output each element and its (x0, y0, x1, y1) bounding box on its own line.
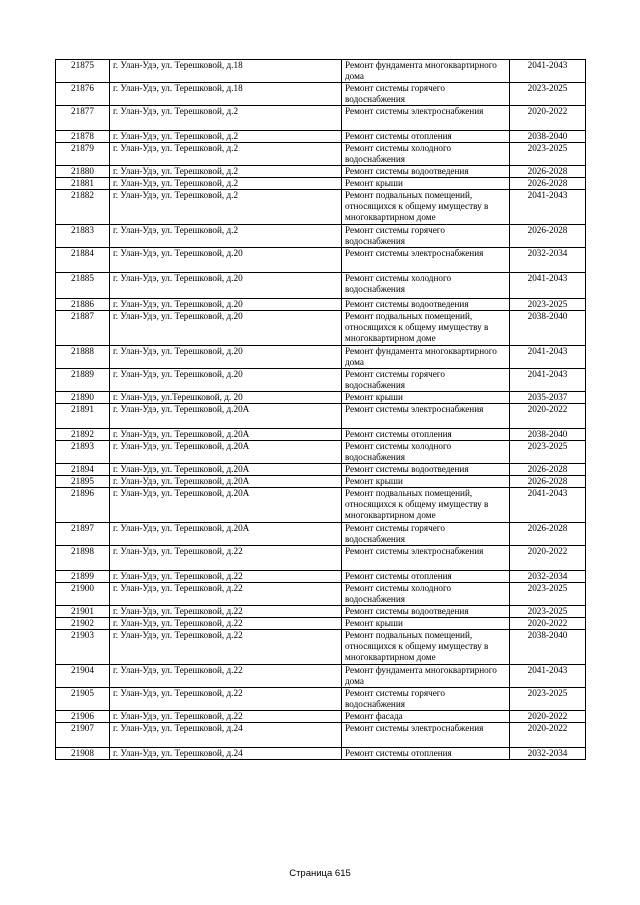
row-period: 2032-2034 (510, 571, 586, 583)
row-number: 21901 (56, 606, 110, 618)
row-work-type: Ремонт системы отопления (342, 748, 510, 760)
row-number: 21893 (56, 441, 110, 464)
row-number: 21903 (56, 630, 110, 665)
row-work-type: Ремонт системы электроснабжения (342, 248, 510, 273)
row-address: г. Улан-Удэ, ул. Терешковой, д.20 (110, 248, 342, 273)
row-address: г. Улан-Удэ, ул. Терешковой, д.22 (110, 665, 342, 688)
row-number: 21905 (56, 688, 110, 711)
row-work-type: Ремонт системы горячего водоснабжения (342, 523, 510, 546)
row-work-type: Ремонт системы электроснабжения (342, 106, 510, 131)
table-row (56, 723, 586, 748)
row-period: 2026-2028 (510, 178, 586, 190)
row-number: 21878 (56, 131, 110, 143)
row-work-type: Ремонт системы водоотведения (342, 166, 510, 178)
row-work-type: Ремонт системы отопления (342, 571, 510, 583)
row-number: 21897 (56, 523, 110, 546)
row-period: 2041-2043 (510, 369, 586, 392)
table-row (56, 606, 586, 618)
table-row (56, 488, 586, 523)
row-number: 21885 (56, 273, 110, 299)
row-period: 2026-2028 (510, 476, 586, 488)
table-row (56, 546, 586, 571)
row-address: г. Улан-Удэ, ул. Терешковой, д.22 (110, 546, 342, 571)
table-row (56, 346, 586, 369)
table-row (56, 178, 586, 190)
table-row (56, 299, 586, 311)
table-row (56, 665, 586, 688)
row-period: 2020-2022 (510, 711, 586, 723)
table-row (56, 131, 586, 143)
row-period: 2023-2025 (510, 441, 586, 464)
row-address: г. Улан-Удэ, ул. Терешковой, д.2 (110, 225, 342, 248)
row-number: 21882 (56, 190, 110, 225)
table-row (56, 441, 586, 464)
row-number: 21884 (56, 248, 110, 273)
row-period: 2020-2022 (510, 106, 586, 131)
row-address: г. Улан-Удэ, ул. Терешковой, д.20 (110, 369, 342, 392)
row-address: г. Улан-Удэ, ул. Терешковой, д.2 (110, 178, 342, 190)
table-row (56, 583, 586, 606)
row-period: 2026-2028 (510, 464, 586, 476)
row-period: 2035-2037 (510, 392, 586, 404)
row-period: 2038-2040 (510, 131, 586, 143)
row-work-type: Ремонт системы холодного водоснабжения (342, 441, 510, 464)
table-row (56, 476, 586, 488)
row-number: 21880 (56, 166, 110, 178)
row-address: г. Улан-Удэ, ул. Терешковой, д.20А (110, 441, 342, 464)
table-body (56, 60, 586, 760)
row-work-type: Ремонт системы отопления (342, 131, 510, 143)
table-row (56, 369, 586, 392)
row-number: 21886 (56, 299, 110, 311)
row-work-type: Ремонт фасада (342, 711, 510, 723)
row-number: 21904 (56, 665, 110, 688)
row-work-type: Ремонт фундамента многоквартирного дома (342, 60, 510, 83)
row-work-type: Ремонт системы холодного водоснабжения (342, 143, 510, 166)
table-row (56, 273, 586, 299)
row-address: г. Улан-Удэ, ул. Терешковой, д.2 (110, 106, 342, 131)
row-address: г. Улан-Удэ, ул. Терешковой, д.20 (110, 273, 342, 299)
row-address: г. Улан-Удэ, ул. Терешковой, д.20А (110, 523, 342, 546)
row-address: г. Улан-Удэ, ул. Терешковой, д.2 (110, 166, 342, 178)
row-address: г. Улан-Удэ, ул. Терешковой, д.20А (110, 464, 342, 476)
table-row (56, 248, 586, 273)
row-address: г. Улан-Удэ, ул. Терешковой, д.18 (110, 83, 342, 106)
row-work-type: Ремонт системы водоотведения (342, 464, 510, 476)
row-address: г. Улан-Удэ, ул. Терешковой, д.22 (110, 583, 342, 606)
row-address: г. Улан-Удэ, ул. Терешковой, д.24 (110, 748, 342, 760)
row-number: 21887 (56, 311, 110, 346)
row-period: 2032-2034 (510, 748, 586, 760)
row-number: 21907 (56, 723, 110, 748)
row-period: 2026-2028 (510, 523, 586, 546)
row-period: 2041-2043 (510, 60, 586, 83)
row-address: г. Улан-Удэ, ул. Терешковой, д.20 (110, 311, 342, 346)
row-address: г. Улан-Удэ, ул. Терешковой, д.20А (110, 429, 342, 441)
table-row (56, 618, 586, 630)
row-work-type: Ремонт подвальных помещений, относящихся к общему имуществу в многоквартирном доме (342, 311, 510, 346)
row-period: 2020-2022 (510, 546, 586, 571)
row-number: 21877 (56, 106, 110, 131)
table-row (56, 225, 586, 248)
row-number: 21902 (56, 618, 110, 630)
row-address: г. Улан-Удэ, ул. Терешковой, д.2 (110, 190, 342, 225)
row-number: 21881 (56, 178, 110, 190)
row-work-type: Ремонт системы электроснабжения (342, 404, 510, 429)
row-work-type: Ремонт системы горячего водоснабжения (342, 688, 510, 711)
row-address: г. Улан-Удэ, ул. Терешковой, д.22 (110, 688, 342, 711)
row-address: г. Улан-Удэ, ул. Терешковой, д.20 (110, 346, 342, 369)
row-period: 2020-2022 (510, 404, 586, 429)
row-work-type: Ремонт крыши (342, 178, 510, 190)
row-number: 21891 (56, 404, 110, 429)
row-period: 2041-2043 (510, 190, 586, 225)
table-row (56, 711, 586, 723)
row-period: 2038-2040 (510, 429, 586, 441)
row-number: 21890 (56, 392, 110, 404)
row-number: 21892 (56, 429, 110, 441)
row-period: 2041-2043 (510, 273, 586, 299)
row-address: г. Улан-Удэ, ул.Терешковой, д. 20 (110, 392, 342, 404)
row-work-type: Ремонт фундамента многоквартирного дома (342, 346, 510, 369)
page-number: Страница 615 (289, 868, 351, 879)
row-address: г. Улан-Удэ, ул. Терешковой, д.22 (110, 618, 342, 630)
row-period: 2023-2025 (510, 83, 586, 106)
row-address: г. Улан-Удэ, ул. Терешковой, д.2 (110, 143, 342, 166)
row-number: 21899 (56, 571, 110, 583)
table-row (56, 166, 586, 178)
row-work-type: Ремонт системы холодного водоснабжения (342, 583, 510, 606)
row-address: г. Улан-Удэ, ул. Терешковой, д.18 (110, 60, 342, 83)
row-number: 21883 (56, 225, 110, 248)
row-address: г. Улан-Удэ, ул. Терешковой, д.22 (110, 711, 342, 723)
row-address: г. Улан-Удэ, ул. Терешковой, д.22 (110, 571, 342, 583)
row-work-type: Ремонт системы электроснабжения (342, 723, 510, 748)
row-address: г. Улан-Удэ, ул. Терешковой, д.20А (110, 476, 342, 488)
row-number: 21895 (56, 476, 110, 488)
row-work-type: Ремонт системы горячего водоснабжения (342, 369, 510, 392)
row-address: г. Улан-Удэ, ул. Терешковой, д.20А (110, 404, 342, 429)
table-row (56, 106, 586, 131)
row-period: 2026-2028 (510, 225, 586, 248)
table-row (56, 523, 586, 546)
table-row (56, 60, 586, 83)
table-row (56, 392, 586, 404)
row-number: 21906 (56, 711, 110, 723)
row-address: г. Улан-Удэ, ул. Терешковой, д.22 (110, 606, 342, 618)
row-address: г. Улан-Удэ, ул. Терешковой, д.2 (110, 131, 342, 143)
row-work-type: Ремонт системы горячего водоснабжения (342, 83, 510, 106)
row-work-type: Ремонт системы холодного водоснабжения (342, 273, 510, 299)
row-period: 2023-2025 (510, 143, 586, 166)
row-work-type: Ремонт подвальных помещений, относящихся к общему имуществу в многоквартирном доме (342, 630, 510, 665)
row-period: 2041-2043 (510, 665, 586, 688)
row-number: 21888 (56, 346, 110, 369)
row-period: 2038-2040 (510, 311, 586, 346)
table-row (56, 83, 586, 106)
row-period: 2041-2043 (510, 346, 586, 369)
row-work-type: Ремонт системы водоотведения (342, 299, 510, 311)
row-work-type: Ремонт подвальных помещений, относящихся к общему имуществу в многоквартирном доме (342, 190, 510, 225)
row-number: 21900 (56, 583, 110, 606)
row-period: 2026-2028 (510, 166, 586, 178)
repair-schedule-table (55, 59, 586, 760)
row-number: 21908 (56, 748, 110, 760)
row-period: 2041-2043 (510, 488, 586, 523)
table-row (56, 404, 586, 429)
row-number: 21894 (56, 464, 110, 476)
row-work-type: Ремонт системы водоотведения (342, 606, 510, 618)
table-row (56, 464, 586, 476)
row-work-type: Ремонт фундамента многоквартирного дома (342, 665, 510, 688)
table-row (56, 143, 586, 166)
row-period: 2023-2025 (510, 583, 586, 606)
row-work-type: Ремонт крыши (342, 476, 510, 488)
row-address: г. Улан-Удэ, ул. Терешковой, д.20А (110, 488, 342, 523)
row-work-type: Ремонт системы отопления (342, 429, 510, 441)
row-work-type: Ремонт системы горячего водоснабжения (342, 225, 510, 248)
row-period: 2020-2022 (510, 618, 586, 630)
row-number: 21879 (56, 143, 110, 166)
table-row (56, 748, 586, 760)
row-number: 21876 (56, 83, 110, 106)
table-row (56, 429, 586, 441)
row-address: г. Улан-Удэ, ул. Терешковой, д.20 (110, 299, 342, 311)
row-work-type: Ремонт подвальных помещений, относящихся к общему имуществу в многоквартирном доме (342, 488, 510, 523)
row-address: г. Улан-Удэ, ул. Терешковой, д.24 (110, 723, 342, 748)
row-period: 2032-2034 (510, 248, 586, 273)
row-period: 2023-2025 (510, 299, 586, 311)
row-address: г. Улан-Удэ, ул. Терешковой, д.22 (110, 630, 342, 665)
row-work-type: Ремонт крыши (342, 392, 510, 404)
row-number: 21889 (56, 369, 110, 392)
row-period: 2020-2022 (510, 723, 586, 748)
table-row (56, 571, 586, 583)
table-row (56, 630, 586, 665)
row-period: 2023-2025 (510, 606, 586, 618)
row-number: 21875 (56, 60, 110, 83)
row-work-type: Ремонт системы электроснабжения (342, 546, 510, 571)
table-row (56, 688, 586, 711)
table-row (56, 311, 586, 346)
row-work-type: Ремонт крыши (342, 618, 510, 630)
table-row (56, 190, 586, 225)
row-number: 21898 (56, 546, 110, 571)
row-period: 2023-2025 (510, 688, 586, 711)
row-number: 21896 (56, 488, 110, 523)
row-period: 2038-2040 (510, 630, 586, 665)
